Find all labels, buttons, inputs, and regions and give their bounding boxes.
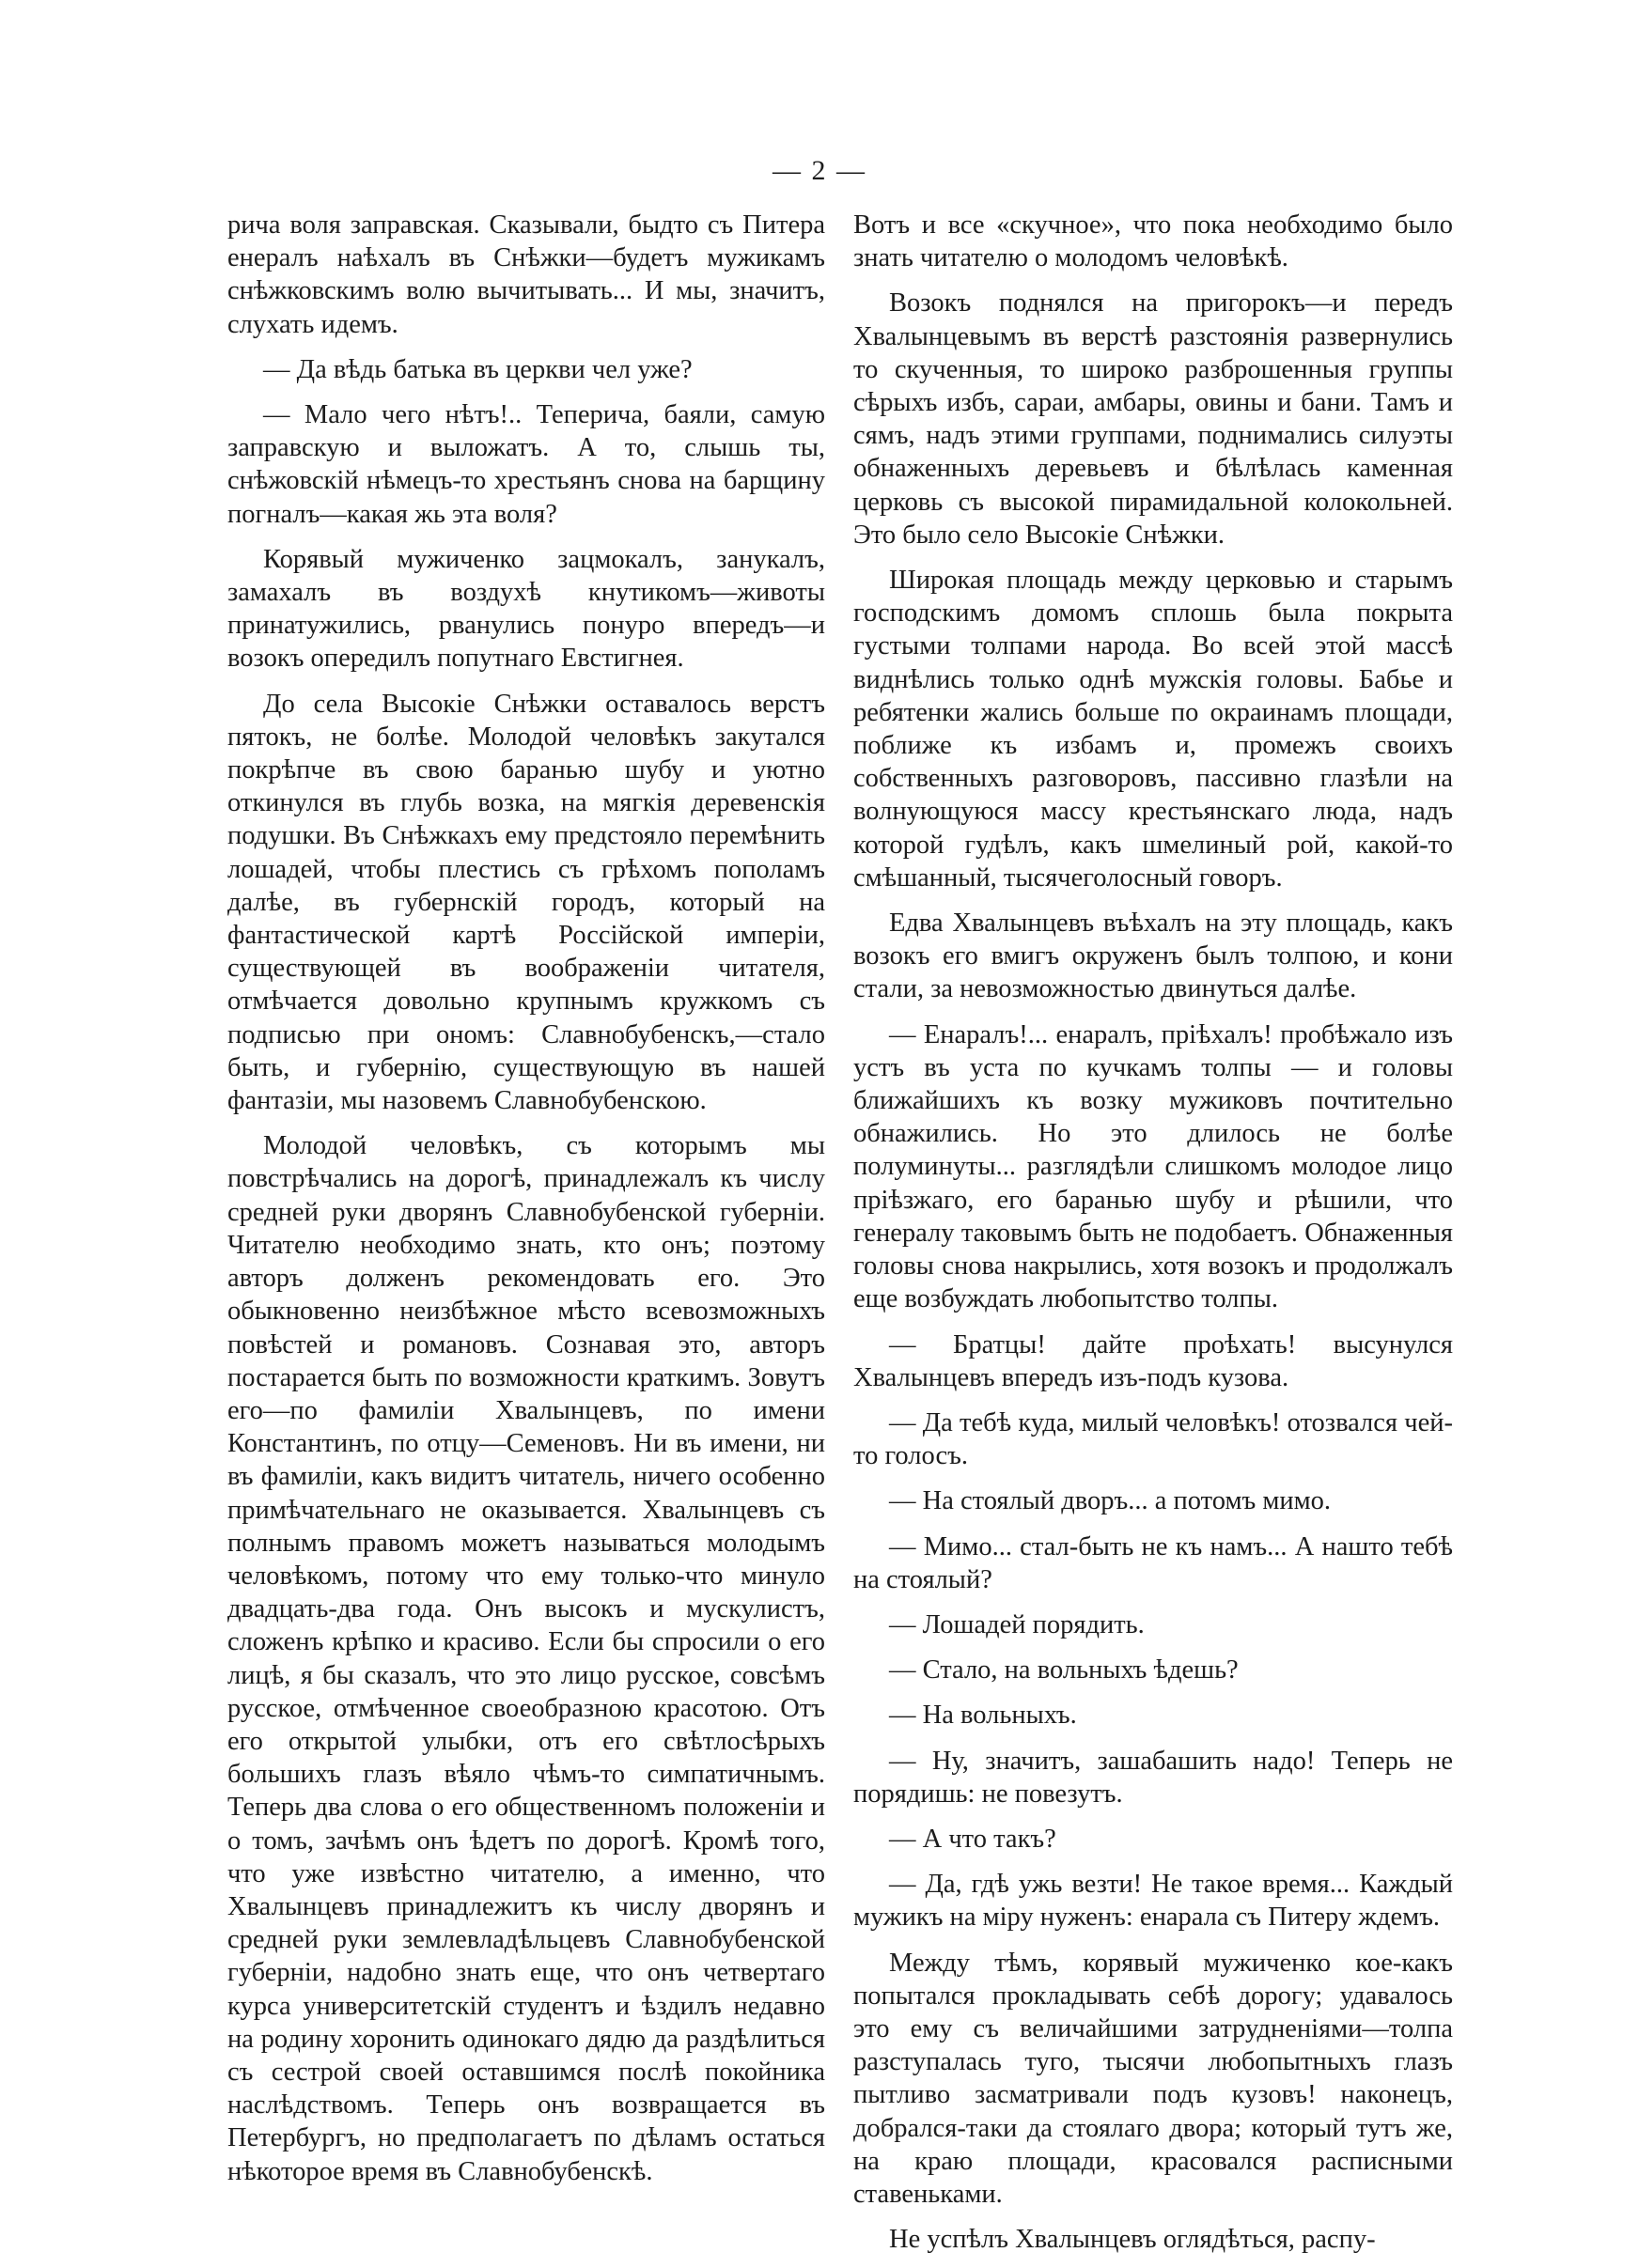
paragraph: Вотъ и все «скучное», что пока необходимо было знать читателю о молодомъ человѣкѣ.: [853, 210, 1453, 273]
paragraph: — Лошадей порядить.: [889, 1609, 1145, 1639]
paragraph: — На вольныхъ.: [889, 1701, 1077, 1731]
paragraph: — А что такъ?: [889, 1824, 1056, 1854]
right-column: [853, 209, 1453, 2268]
paragraph: — Енаралъ!... енаралъ, пріѣхалъ! пробѣжало изъ устъ въ уста по кучкамъ толпы — и головы ближайшихъ къ возку мужиковъ почтительно обнажились. Но это длилось не болѣе полуминуты... разглядѣли слишкомъ молодое лицо пріѣзжаго, его баранью шубу и рѣшили, что генералу таковымъ быть не подобаетъ. Обнаженныя головы снова накрылись, хотя возокъ и продолжалъ еще возбуждать любопытство толпы.: [853, 1019, 1453, 1314]
paragraph: — Мало чего нѣтъ!.. Теперича, баяли, самую заправскую и выложатъ. А то, слышь ты, снѣжовскій нѣмецъ-то хрестьянъ снова на барщину погналъ—какая жь эта воля?: [227, 400, 825, 529]
paragraph: — Мимо... стал-быть не къ намъ... А нашто тебѣ на стоялый?: [853, 1531, 1453, 1594]
paragraph: До села Высокіе Снѣжки оставалось верстъ пятокъ, не болѣе. Молодой человѣкъ закутался покрѣпче въ свою баранью шубу и уютно откинулся въ глубь возка, на мягкія деревенскія подушки. Въ Снѣжкахъ ему предстояло перемѣнить лошадей, чтобы плестись съ грѣхомъ пополамъ далѣе, въ губернскій городъ, который на фантастической картѣ Россійской имперіи, существующей въ воображеніи читателя, отмѣчается довольно крупнымъ кружкомъ съ подписью при ономъ: Славнобубенскъ,—стало быть, и губернію, существующую въ нашей фантазіи, мы назовемъ Славнобубенскою.: [227, 689, 825, 1116]
paragraph: — Да вѣдь батька въ церкви чел уже?: [263, 354, 693, 384]
paragraph: — Да тебѣ куда, милый человѣкъ! отозвался чей-то голосъ.: [853, 1407, 1453, 1471]
paragraph: — Ну, значитъ, зашабашить надо! Теперь не порядишь: не повезутъ.: [853, 1746, 1453, 1809]
page-number: — 2 —: [773, 155, 866, 186]
paragraph: Между тѣмъ, корявый мужиченко кое-какъ попытался прокладывать себѣ дорогу; удавалось это ему съ величайшими затрудненіями—толпа разступалась туго, тысячи любопытныхъ глазъ пытливо засматривали подъ кузовъ! наконецъ, добрался-таки да стоялаго двора; который тутъ же, на краю площади, красовался расписными ставеньками.: [853, 1948, 1453, 2209]
paragraph: — На стоялый дворъ... а потомъ мимо.: [889, 1486, 1332, 1516]
paragraph: — Стало, на вольныхъ ѣдешь?: [889, 1655, 1239, 1685]
paragraph: Не успѣлъ Хвалынцевъ оглядѣться, распу-: [889, 2225, 1376, 2255]
left-column: [227, 209, 825, 2200]
paragraph: — Да, гдѣ ужь везти! Не такое время... Каждый мужикъ на міру нуженъ: енарала съ Питеру ждемъ.: [853, 1870, 1453, 1933]
paragraph: Широкая площадь между церковью и старымъ господскимъ домомъ сплошь была покрыта густыми толпами народа. Во всей этой массѣ виднѣлись только однѣ мужскія головы. Бабье и ребятенки жались больше по окраинамъ площади, поближе къ избамъ и, промежъ своихъ собственныхъ разговоровъ, пассивно глазѣли на волнующуюся массу крестьянскаго люда, надъ которой гудѣлъ, какъ шмелиный рой, какой-то смѣшанный, тысячеголосный говоръ.: [853, 566, 1453, 893]
paragraph: Корявый мужиченко зацмокалъ, занукалъ, замахалъ въ воздухѣ кнутикомъ—животы принатужились, рванулись понуро впередъ—и возокъ опередилъ попутнаго Евстигнея.: [227, 544, 825, 674]
paragraph: Молодой человѣкъ, съ которымъ мы повстрѣчались на дорогѣ, принадлежалъ къ числу средней руки дворянъ Славнобубенской губерніи. Читателю необходимо знать, кто онъ; поэтому авторъ долженъ рекомендовать его. Это обыкновенно неизбѣжное мѣсто всевозможныхъ повѣстей и романовъ. Сознавая это, авторъ постарается быть по возможности краткимъ. Зовутъ его—по фамиліи Хвалынцевъ, по имени Константинъ, по отцу—Семеновъ. Ни въ имени, ни въ фамиліи, какъ видитъ читатель, ничего особенно примѣчательнаго не оказывается. Хвалынцевъ съ полнымъ правомъ можетъ называться молодымъ человѣкомъ, потому что ему только-что минуло двадцать-два года. Онъ высокъ и мускулистъ, сложенъ крѣпко и красиво. Если бы спросили о его лицѣ, я бы сказалъ, что это лицо русское, совсѣмъ русское, отмѣченное своеобразною красотою. Отъ его открытой улыбки, отъ его свѣтлосѣрыхъ большихъ глазъ вѣяло чѣмъ-то симпатичнымъ. Теперь два слова о его общественномъ положеніи и о томъ, зачѣмъ онъ ѣдетъ по дорогѣ. Кромѣ того, что уже извѣстно читателю, а именно, что Хвалынцевъ принадлежитъ къ числу дворянъ и средней руки землевладѣльцевъ Славнобубенской губерніи, надобно знать еще, что онъ четвертаго курса университетскій студентъ и ѣздилъ недавно на родину хоронить одинокаго дядю да раздѣлиться съ сестрой своей оставшимся послѣ покойника наслѣдствомъ. Теперь онъ возвращается въ Петербургъ, но предполагаетъ по дѣламъ остаться нѣкоторое время въ Славнобубенскѣ.: [227, 1131, 825, 2186]
paragraph: Едва Хвалынцевъ въѣхалъ на эту площадь, какъ возокъ его вмигъ окруженъ былъ толпою, и кони стали, за невозможностью двинуться далѣе.: [853, 909, 1453, 1004]
paragraph: — Братцы! дайте проѣхать! высунулся Хвалынцевъ впередъ изъ-подъ кузова.: [853, 1329, 1453, 1392]
paragraph: Возокъ поднялся на пригорокъ—и передъ Хвалынцевымъ въ верстѣ разстоянія развернулись то скученныя, то широко разброшенныя группы сѣрыхъ избъ, сараи, амбары, овины и бани. Тамъ и сямъ, надъ этими группами, поднимались силуэты обнаженныхъ деревьевъ и бѣлѣлась каменная церковь съ высокой пирамидальной колокольней. Это было село Высокіе Снѣжки.: [853, 288, 1453, 550]
paragraph: рича воля заправская. Сказывали, быдто съ Питера енералъ наѣхалъ въ Снѣжки—будетъ мужикамъ снѣжковскимъ волю вычитывать... И мы, значитъ, слухать идемъ.: [227, 210, 825, 339]
